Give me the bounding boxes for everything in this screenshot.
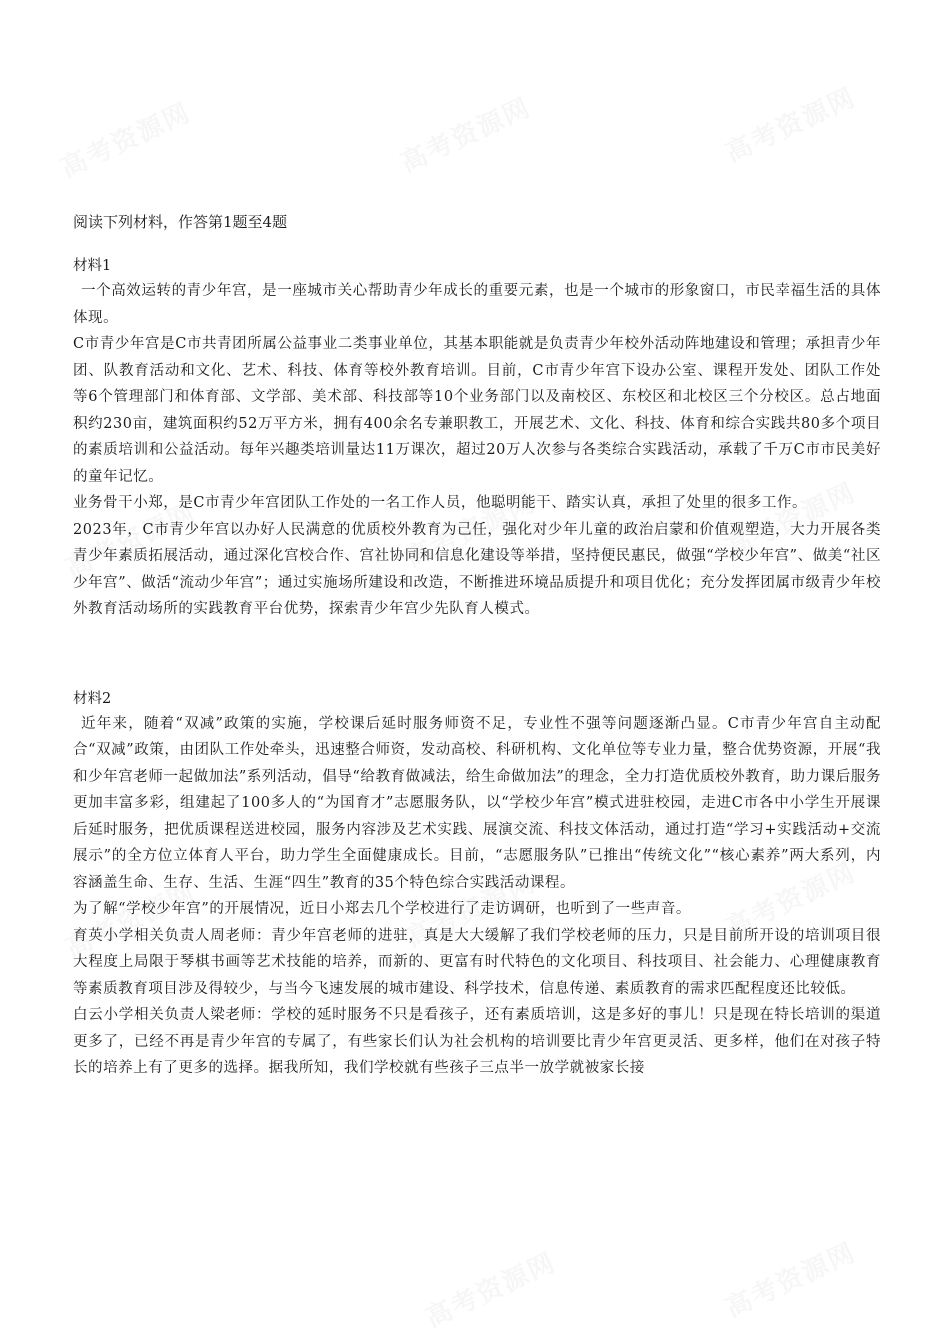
material-2-paragraph: 近年来，随着“双减”政策的实施，学校课后延时服务师资不足，专业性不强等问题逐渐凸显。C市青少年宫自主动配合“双减”政策，由团队工作处牵头，迅速整合师资，发动高校、科研机构、文化单位等专业力量，整合优势资源，开展“我和少年宫老师一起做加法”系列活动，倡导“给教育做减法，给生命做加法”的理念，全力打造优质校外教育，助力课后服务更加丰富多彩，组建起了100多人的“为国育才”志愿服务队，以“学校少年宫”模式进驻校园，走进C市各中小学生开展课后延时服务，把优质课程送进校园，服务内容涉及艺术实践、展演交流、科技文体活动，通过打造“学习+实践活动+交流展示”的全方位立体育人平台，助力学生全面健康成长。目前，“志愿服务队”已推出“传统文化”“核心素养”两大系列，内容涵盖生命、生存、生活、生涯“四生”教育的35个特色综合实践活动课程。 — [73, 715, 881, 891]
watermark — [719, 1232, 862, 1325]
watermark — [54, 92, 197, 185]
material-1 — [73, 254, 881, 623]
material-1-paragraph: 业务骨干小郑，是C市青少年宫团队工作处的一名工作人员，他聪明能干、踏实认真，承担了处里的很多工作。 — [73, 495, 808, 511]
watermark — [394, 87, 537, 180]
material-2-paragraph: 育英小学相关负责人周老师：青少年宫老师的进驻，真是大大缓解了我们学校老师的压力，只是目前所开设的培训项目很大程度上局限于琴棋书画等艺术技能的培养，而新的、更富有时代特色的文化项目、科技项目、社会能力、心理健康教育等素质教育项目涉及得较少，与当今飞速发展的城市建设、科学技术，信息传递、素质教育的需求匹配程度还比较低。 — [73, 927, 881, 997]
watermark — [719, 77, 862, 170]
material-2-title: 材料2 — [73, 690, 112, 707]
material-2-paragraph: 白云小学相关负责人梁老师：学校的延时服务不只是看孩子，还有素质培训，这是多好的事儿！只是现在特长培训的渠道更多了，已经不再是青少年宫的专属了，有些家长们认为社会机构的培训要比青少年宫更灵活、更多样，他们在对孩子特长的培养上有了更多的选择。据我所知，我们学校就有些孩子三点半一放学就被家长接 — [73, 1007, 881, 1076]
material-1-paragraph: 2023年，C市青少年宫以办好人民满意的优质校外教育为己任，强化对少年儿童的政治启蒙和价值观塑造，大力开展各类青少年素质拓展活动，通过深化宫校合作、宫社协同和信息化建设等举措，坚持便民惠民，做强“学校少年宫”、做美“社区少年宫”、做活“流动少年宫”；通过实施场所建设和改造，不断推进环境品质提升和项目优化；充分发挥团属市级青少年校外教育活动场所的实践教育平台优势，探索青少年宫少先队育人模式。 — [73, 521, 881, 617]
document-content — [73, 210, 881, 1082]
material-1-paragraph: C市青少年宫是C市共青团所属公益事业二类事业单位，其基本职能就是负责青少年校外活动阵地建设和管理；承担青少年团、队教育活动和文化、艺术、科技、体育等校外教育培训。目前，C市青少年宫下设办公室、课程开发处、团队工作处等6个管理部门和体育部、文学部、美术部、科技部等10个业务部门以及南校区、东校区和北校区三个分校区。总占地面积约230亩，建筑面积约52万平方米，拥有400余名专兼职教工，开展艺术、文化、科技、体育和综合实践共80多个项目的素质培训和公益活动。每年兴趣类培训量达11万课次，超过20万人次参与各类综合实践活动，承载了千万C市市民美好的童年记忆。 — [73, 336, 881, 485]
material-2 — [73, 687, 881, 1082]
reading-instruction: 阅读下列材料，作答第1题至4题 — [73, 213, 288, 231]
watermark — [419, 1242, 562, 1335]
material-2-paragraph: 为了解“学校少年宫”的开展情况，近日小郑去几个学校进行了走访调研，也听到了一些声音。 — [73, 901, 691, 917]
material-1-title: 材料1 — [73, 258, 112, 274]
material-1-paragraph: 一个高效运转的青少年宫，是一座城市关心帮助青少年成长的重要元素，也是一个城市的形象窗口，市民幸福生活的具体体现。 — [73, 283, 881, 326]
